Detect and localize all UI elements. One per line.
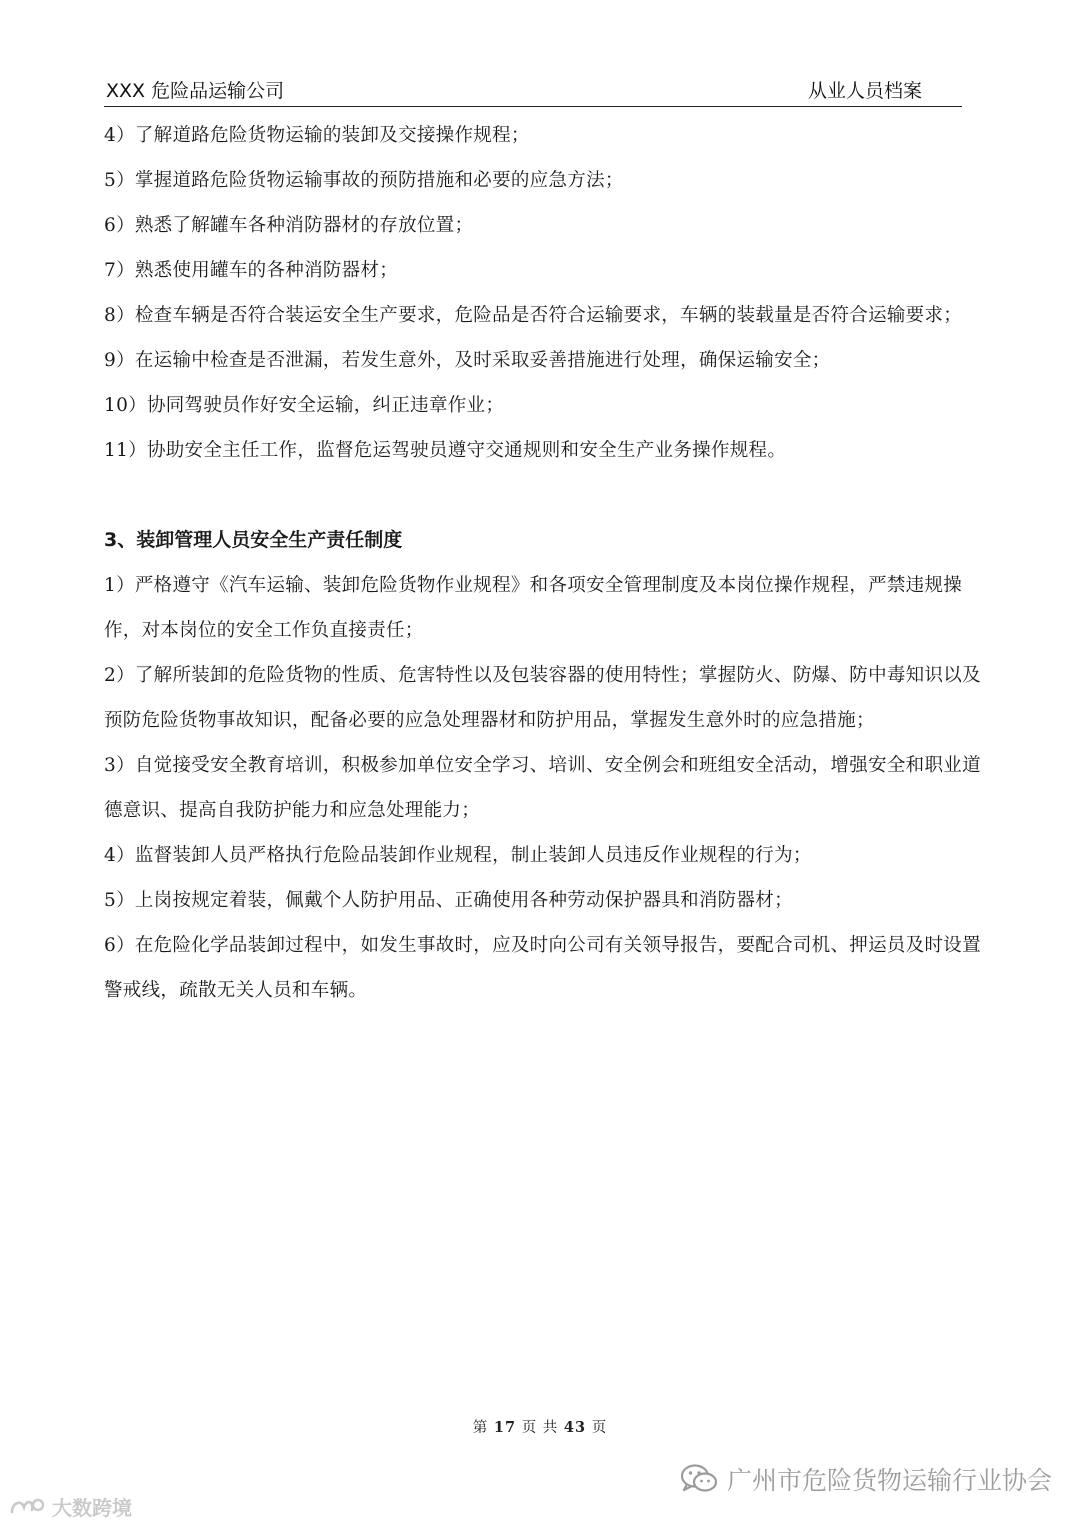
footer-total-pages: 43 (563, 1419, 587, 1436)
association-watermark (679, 1461, 1052, 1497)
brand-watermark-text: 大数跨境 (52, 1496, 132, 1520)
section-spacer (104, 473, 984, 518)
section3-item-5: 5）上岗按规定着装，佩戴个人防护用品、正确使用各种劳动保护器具和消防器材； (104, 890, 793, 911)
page-header (104, 78, 962, 107)
paragraph-item-10: 10）协同驾驶员作好安全运输，纠正违章作业； (104, 395, 505, 416)
paragraph-item-5: 5）掌握道路危险货物运输事故的预防措施和必要的应急方法； (104, 170, 624, 191)
section3-item-1: 1）严格遵守《汽车运输、装卸危险货物作业规程》和各项安全管理制度及本岗位操作规程，严禁违规操作，对本岗位的安全工作负直接责任； (104, 575, 963, 641)
footer-current-page: 17 (493, 1419, 517, 1436)
paragraph-item-6: 6）熟悉了解罐车各种消防器材的存放位置； (104, 215, 474, 236)
page-footer (0, 1416, 1080, 1437)
footer-middle: 页 共 (521, 1420, 559, 1436)
document-body (104, 113, 984, 1013)
header-company-name: XXX 危险品运输公司 (106, 80, 285, 102)
paragraph-item-4: 4）了解道路危险货物运输的装卸及交接操作规程； (104, 125, 530, 146)
paragraph-item-8: 8）检查车辆是否符合装运安全生产要求，危险品是否符合运输要求，车辆的装载量是否符合运输要求； (104, 305, 963, 326)
brand-watermark (8, 1492, 132, 1521)
paragraph-item-9: 9）在运输中检查是否泄漏，若发生意外，及时采取妥善措施进行处理，确保运输安全； (104, 350, 831, 371)
paragraph-item-11: 11）协助安全主任工作，监督危运驾驶员遵守交通规则和安全生产业务操作规程。 (104, 440, 787, 461)
wechat-icon (679, 1462, 719, 1496)
section3-item-2: 2）了解所装卸的危险货物的性质、危害特性以及包装容器的使用特性；掌握防火、防爆、防中毒知识以及预防危险货物事故知识，配备必要的应急处理器材和防护用品，掌握发生意外时的应急措施； (104, 665, 981, 731)
footer-suffix: 页 (591, 1420, 608, 1436)
footer-prefix: 第 (472, 1420, 489, 1436)
section3-item-3: 3）自觉接受安全教育培训，积极参加单位安全学习、培训、安全例会和班组安全活动，增强安全和职业道德意识、提高自我防护能力和应急处理能力； (104, 755, 981, 821)
paragraph-item-7: 7）熟悉使用罐车的各种消防器材； (104, 260, 399, 281)
header-document-type: 从业人员档案 (807, 80, 922, 102)
association-watermark-text: 广州市危险货物运输行业协会 (726, 1466, 1052, 1495)
section3-item-4: 4）监督装卸人员严格执行危险品装卸作业规程，制止装卸人员违反作业规程的行为； (104, 845, 812, 866)
brand-logo-icon (8, 1496, 48, 1518)
section-heading: 3、装卸管理人员安全生产责任制度 (104, 529, 403, 551)
section3-item-6: 6）在危险化学品装卸过程中，如发生事故时，应及时向公司有关领导报告，要配合司机、押运员及时设置警戒线，疏散无关人员和车辆。 (104, 935, 981, 1001)
